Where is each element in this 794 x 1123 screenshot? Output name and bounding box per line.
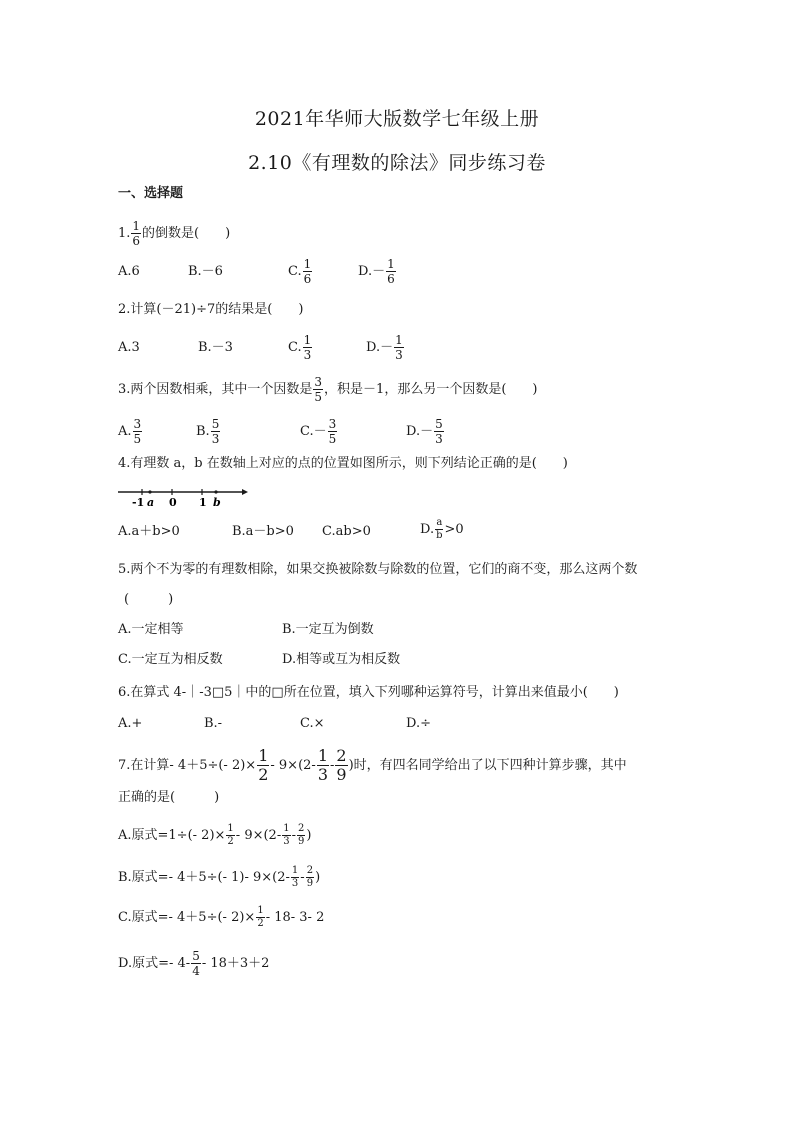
- q3-option-a: A. $\frac{3}{5}$: [118, 417, 142, 446]
- q6-option-c: C.×: [300, 716, 325, 731]
- question-7: 7.在计算- 4＋5÷(- 2)× $\frac{1}{2}$ - 9×(2- $\frac{1}{3}$ - $\frac{2}{9}$ )时，有四名同学给出了以下四种计算步骤，其中: [118, 746, 627, 784]
- q7-option-a: A.原式=1÷(- 2)× $\frac{1}{2}$ - 9×(2- $\frac{1}{3}$ - $\frac{2}{9}$ ): [118, 823, 312, 847]
- q5-option-c: C.一定互为相反数: [118, 652, 223, 667]
- q3-option-b: B. $\frac{5}{3}$: [196, 417, 220, 446]
- label-a: a: [147, 496, 155, 508]
- q1-option-b: B.－6: [188, 264, 223, 279]
- question-4: 4.有理数 a，b 在数轴上对应的点的位置如图所示，则下列结论正确的是( ): [118, 456, 568, 471]
- q7-option-c: C.原式=- 4＋5÷(- 2)× $\frac{1}{2}$ - 18- 3- 2: [118, 905, 325, 929]
- q5-option-d: D.相等或互为相反数: [282, 652, 401, 667]
- question-3: 3.两个因数相乘，其中一个因数是 $\frac{3}{5}$ ，积是－1，那么另一个因数是( ): [118, 375, 538, 404]
- q6-option-a: A.+: [118, 716, 143, 731]
- point-b: [214, 490, 217, 493]
- q4-option-c: C.ab>0: [322, 524, 371, 539]
- question-7-line2: 正确的是( ): [118, 790, 220, 805]
- q7-option-d: D.原式=- 4- $\frac{5}{4}$ - 18＋3＋2: [118, 949, 270, 978]
- q1-option-a: A.6: [118, 264, 140, 279]
- number-line-figure: [118, 486, 248, 508]
- label-minus-one: -1: [132, 496, 145, 508]
- q4-option-b: B.a－b>0: [232, 524, 294, 539]
- q2-option-c: C. $\frac{1}{3}$: [288, 333, 312, 362]
- answer-paren: ( ): [124, 592, 174, 607]
- question-2: 2.计算(－21)÷7的结果是( ): [118, 302, 304, 317]
- q1-option-c: C. $\frac{1}{6}$: [288, 257, 312, 286]
- label-zero: 0: [169, 496, 177, 508]
- q5-option-a: A.一定相等: [118, 622, 184, 637]
- q2-option-b: B.－3: [198, 340, 233, 355]
- q6-option-d: D.÷: [406, 716, 431, 731]
- point-a: [148, 490, 151, 493]
- label-one: 1: [199, 496, 207, 508]
- q7-option-b: B.原式=- 4＋5÷(- 1)- 9×(2- $\frac{1}{3}$ - $\frac{2}{9}$ ): [118, 865, 321, 889]
- question-text: 的倒数是( ): [142, 226, 231, 241]
- arrow-head: [242, 489, 248, 495]
- q1-option-d: D.－ $\frac{1}{6}$: [358, 257, 395, 286]
- section-heading: 一、选择题: [118, 186, 184, 201]
- q3-option-d: D.－ $\frac{5}{3}$: [406, 417, 443, 446]
- q5-option-b: B.一定互为倒数: [282, 622, 374, 637]
- q2-option-a: A.3: [118, 340, 140, 355]
- q4-option-d: D. $\frac{a}{b}$ >0: [420, 517, 464, 541]
- label-b: b: [213, 496, 221, 508]
- question-5: 5.两个不为零的有理数相除，如果交换被除数与除数的位置，它们的商不变，那么这两个数: [118, 562, 638, 577]
- q2-option-d: D.－ $\frac{1}{3}$: [366, 333, 403, 362]
- doc-subtitle: 2.10《有理数的除法》同步练习卷: [248, 152, 546, 174]
- q6-option-b: B.-: [204, 716, 223, 731]
- fraction: $\frac{1}{6}$: [132, 219, 141, 248]
- q4-option-a: A.a＋b>0: [118, 524, 180, 539]
- question-1: [118, 220, 230, 247]
- q3-option-c: C.－ $\frac{3}{5}$: [300, 417, 337, 446]
- question-6: 6.在算式 4-｜-3□5｜中的□所在位置，填入下列哪种运算符号，计算出来值最小( ): [118, 685, 619, 700]
- doc-title: 2021年华师大版数学七年级上册: [254, 108, 540, 130]
- question-number: 1.: [118, 226, 131, 241]
